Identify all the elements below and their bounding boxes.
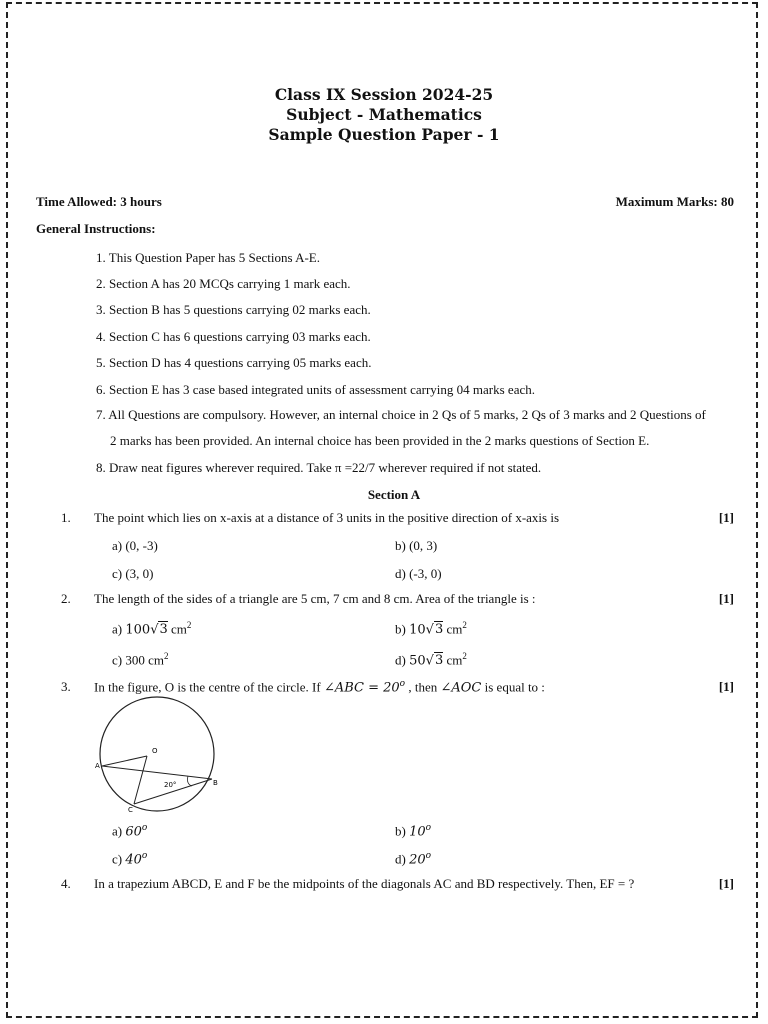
- instructions-heading: General Instructions:: [36, 221, 156, 236]
- label-a: A: [95, 762, 100, 770]
- option-label: c): [112, 652, 123, 668]
- option-radicand: 3: [159, 622, 168, 638]
- angle-aoc-expression: ∠AOC: [440, 680, 482, 696]
- option-d: [395, 851, 431, 867]
- segment-ao: [102, 756, 147, 766]
- paper-title-subject: Subject - Mathematics: [286, 105, 482, 124]
- option-unit: cm: [446, 621, 463, 637]
- instruction-item: 3. Section B has 5 questions carrying 02 marks each.: [96, 302, 371, 317]
- option-label: d): [395, 851, 406, 867]
- option-a: a) (0, -3): [112, 538, 158, 553]
- option-b: b) (0, 3): [395, 538, 438, 553]
- question-text: In a trapezium ABCD, E and F be the midpoints of the diagonals AC and BD respectively. Then, EF = ?: [94, 876, 635, 891]
- option-unit-exponent: 2: [462, 620, 467, 630]
- option-unit-exponent: 2: [462, 651, 467, 661]
- instruction-item: 2. Section A has 20 MCQs carrying 1 mark each.: [96, 276, 351, 291]
- maximum-marks: Maximum Marks: 80: [615, 194, 734, 209]
- option-radicand: 3: [434, 653, 444, 669]
- label-b: B: [213, 779, 218, 787]
- degree-symbol: o: [141, 823, 148, 833]
- degree-symbol: o: [425, 823, 432, 833]
- question-text-part: is equal to :: [484, 679, 545, 695]
- option-coefficient: 100: [125, 622, 151, 638]
- instruction-item: 7. All Questions are compulsory. However, an internal choice in 2 Qs of 5 marks, 2 Qs of 3 marks and 2 Questions of: [96, 407, 706, 422]
- option-value: 300: [125, 652, 145, 668]
- option-value: 60: [125, 824, 142, 840]
- question-mark: [1]: [718, 679, 734, 694]
- question-mark: [1]: [718, 876, 734, 891]
- segment-ab: [102, 766, 212, 779]
- question-text: The length of the sides of a triangle are 5 cm, 7 cm and 8 cm. Area of the triangle is :: [94, 591, 536, 606]
- question-number: 3.: [61, 679, 71, 694]
- instruction-item: 1. This Question Paper has 5 Sections A-E.: [96, 250, 320, 265]
- option-a: [112, 823, 147, 839]
- option-label: a): [112, 823, 123, 839]
- option-coefficient: 50: [409, 653, 426, 669]
- option-b: [395, 823, 431, 839]
- option-unit-exponent: 2: [164, 651, 169, 661]
- option-label: d): [395, 652, 406, 668]
- question-mark: [1]: [718, 591, 734, 606]
- question-number: 2.: [61, 591, 71, 606]
- instruction-item: 6. Section E has 3 case based integrated units of assessment carrying 04 marks each.: [96, 382, 535, 397]
- option-c: [112, 851, 147, 867]
- option-unit-exponent: 2: [186, 620, 192, 630]
- label-c: C: [128, 806, 133, 814]
- question-number: 4.: [61, 876, 71, 891]
- option-radicand: 3: [434, 622, 444, 638]
- option-label: c): [112, 851, 123, 867]
- question-number: 1.: [61, 510, 71, 525]
- degree-symbol: o: [425, 851, 432, 861]
- angle-arc: [188, 776, 193, 786]
- option-b: b) 10√3 $cm^2$: [395, 620, 467, 638]
- paper-title-sample: Sample Question Paper - 1: [268, 125, 500, 144]
- question-mark: [1]: [718, 510, 734, 525]
- question-text: The point which lies on x-axis at a distance of 3 units in the positive direction of x-axis is: [94, 510, 560, 525]
- option-value: 20: [409, 852, 426, 868]
- question-text: [94, 679, 545, 695]
- degree-symbol: o: [141, 851, 148, 861]
- circle-figure: [92, 696, 232, 816]
- instruction-item: 4. Section C has 6 questions carrying 03 marks each.: [96, 329, 371, 344]
- question-text-part: In the figure, O is the centre of the circle. If: [94, 679, 321, 695]
- section-a-heading: Section A: [367, 487, 421, 502]
- paper-title-class: Class IX Session 2024-25: [274, 85, 494, 104]
- option-c: [112, 651, 169, 668]
- segment-oc: [134, 756, 147, 804]
- option-unit: cm: [446, 652, 463, 668]
- degree-symbol: o: [399, 679, 406, 689]
- option-coefficient: 10: [409, 622, 426, 638]
- option-value: 10: [409, 824, 426, 840]
- time-allowed: Time Allowed: 3 hours: [36, 194, 162, 209]
- instruction-item-continued: 2 marks has been provided. An internal choice has been provided in the 2 marks questions of Section E.: [110, 433, 650, 448]
- option-value: 40: [125, 852, 142, 868]
- option-label: b): [395, 621, 406, 637]
- instruction-item: 8. Draw neat figures wherever required. Take π =22/7 wherever required if not stated.: [96, 460, 542, 475]
- label-angle: 20°: [164, 781, 177, 789]
- label-o: O: [152, 747, 158, 755]
- question-text-part: , then: [408, 679, 438, 695]
- option-unit: cm: [148, 652, 164, 668]
- option-c: c) (3, 0): [112, 566, 154, 581]
- option-d: d) (-3, 0): [395, 566, 442, 581]
- instruction-item: 5. Section D has 4 questions carrying 05 marks each.: [96, 355, 372, 370]
- option-d: d) 50√3 $cm^2$: [395, 651, 467, 669]
- option-unit: cm: [171, 621, 187, 637]
- angle-abc-expression: ∠ABC = 20: [323, 680, 400, 696]
- option-label: a): [112, 621, 123, 637]
- option-label: b): [395, 823, 406, 839]
- option-a: a) 100√3 $cm^2$: [112, 620, 192, 638]
